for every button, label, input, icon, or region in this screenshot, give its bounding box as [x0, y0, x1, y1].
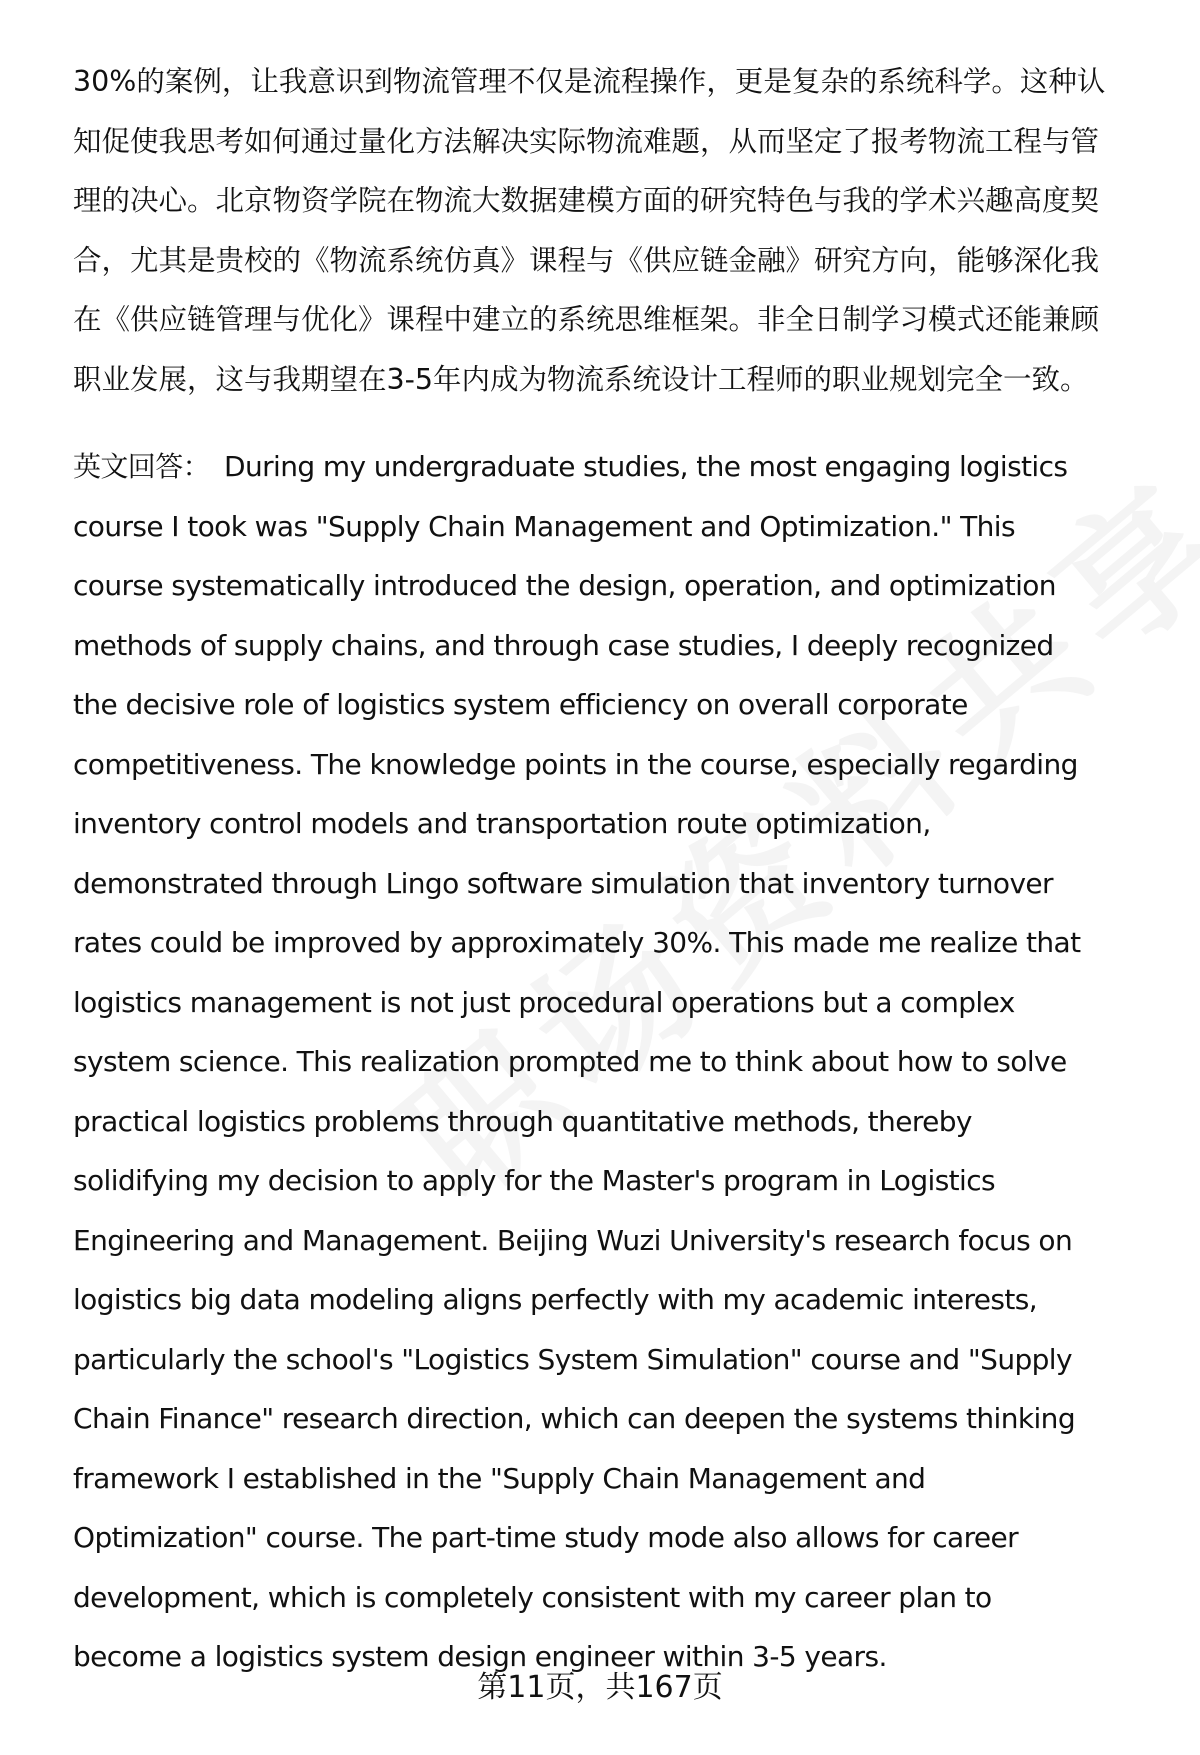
text-line: 职业发展，这与我期望在3-5年内成为物流系统设计工程师的职业规划完全一致。 [73, 362, 1089, 396]
english-answer-paragraph [73, 437, 1153, 1687]
text-line: system science. This realization prompted me to think about how to solve [73, 1045, 1067, 1078]
text-line: practical logistics problems through quantitative methods, thereby [73, 1104, 972, 1138]
text-line: 合，尤其是贵校的《物流系统仿真》课程与《供应链金融》研究方向，能够深化我 [73, 243, 1100, 277]
page-content [73, 52, 1153, 1687]
first-line-text: During my undergraduate studies, the most engaging logistics [224, 450, 1068, 483]
text-line: 知促使我思考如何通过量化方法解决实际物流难题，从而坚定了报考物流工程与管 [73, 124, 1100, 158]
text-line: Chain Finance" research direction, which can deepen the systems thinking [73, 1402, 1075, 1435]
english-answer-label: 英文回答： [73, 450, 211, 483]
text-line: inventory control models and transportation route optimization, [73, 807, 931, 840]
text-line: methods of supply chains, and through case studies, I deeply recognized [73, 628, 1054, 662]
text-line: course I took was "Supply Chain Management and Optimization." This [73, 509, 1015, 543]
text-line: framework I established in the "Supply Chain Management and [73, 1461, 926, 1495]
text-line: become a logistics system design engineer within 3-5 years. [73, 1640, 887, 1673]
text-line: competitiveness. The knowledge points in the course, especially regarding [73, 747, 1078, 781]
text-line: 在《供应链管理与优化》课程中建立的系统思维框架。非全日制学习模式还能兼顾 [73, 303, 1100, 336]
text-line: Engineering and Management. Beijing Wuzi University's research focus on [73, 1223, 1073, 1257]
text-line: development, which is completely consistent with my career plan to [73, 1580, 992, 1614]
text-line: the decisive role of logistics system efficiency on overall corporate [73, 688, 968, 721]
text-line: rates could be improved by approximately 30%. This made me realize that [73, 926, 1081, 959]
page-number: 第11页，共167页 [477, 1670, 723, 1705]
text-line: 理的决心。北京物资学院在物流大数据建模方面的研究特色与我的学术兴趣高度契 [73, 184, 1100, 217]
text-line: 30%的案例，让我意识到物流管理不仅是流程操作，更是复杂的系统科学。这种认 [73, 65, 1106, 98]
chinese-answer-paragraph [73, 52, 1153, 409]
paragraph-spacer [73, 409, 1153, 437]
text-line: logistics management is not just procedural operations but a complex [73, 985, 1015, 1019]
text-line: demonstrated through Lingo software simulation that inventory turnover [73, 866, 1053, 900]
text-line: logistics big data modeling aligns perfectly with my academic interests, [73, 1283, 1038, 1316]
text-line: particularly the school's "Logistics System Simulation" course and "Supply [73, 1342, 1072, 1376]
text-line: course systematically introduced the design, operation, and optimization [73, 569, 1056, 602]
text-line: solidifying my decision to apply for the Master's program in Logistics [73, 1164, 996, 1197]
text-line: Optimization" course. The part-time study mode also allows for career [73, 1521, 1019, 1554]
text-line [73, 437, 1153, 497]
